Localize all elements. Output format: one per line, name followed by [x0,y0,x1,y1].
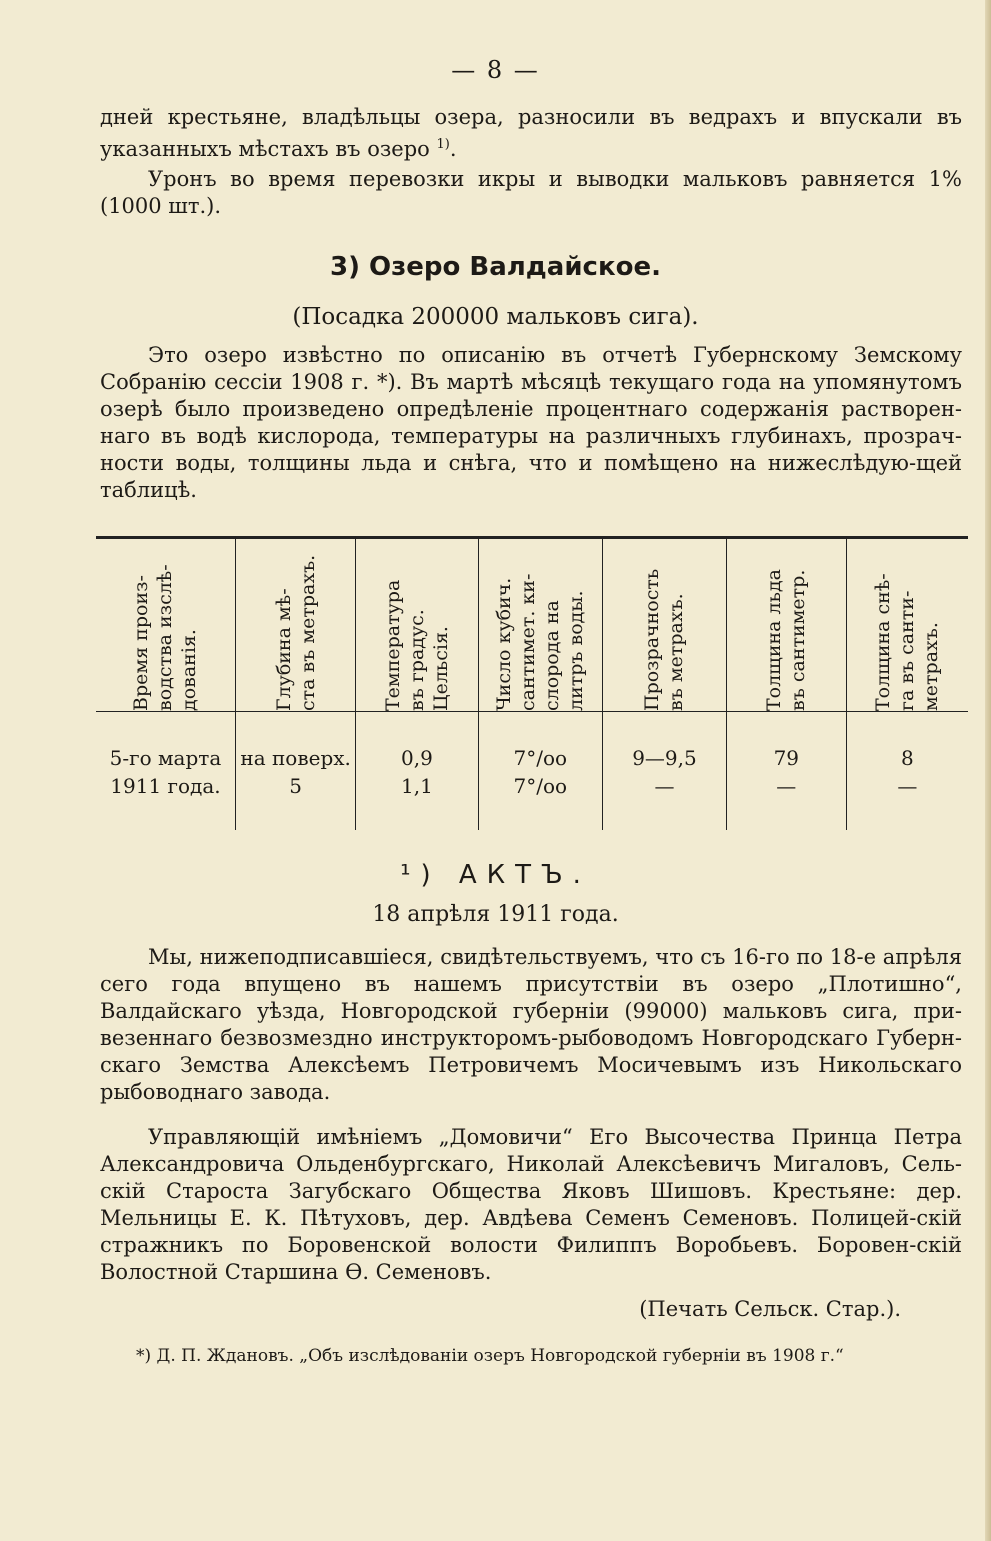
intro-text-1: дней крестьяне, владѣльцы озера, разносили въ ведрахъ и впускали въ указанныхъ мѣстахъ въ озеро [100,105,962,161]
act-paragraph-2: Управляющій имѣніемъ „Домовичи“ Его Высочества Принца Петра Александровича Ольденбургскаго, Николай Алексѣевичъ Мигаловъ, Сель-скій Староста Загубскаго Общества Яковъ Шишовъ. Крестьяне: дер. Мельницы Е. К. Пѣтуховъ, дер. Авдѣева Семенъ Семеновъ. Полицей-скій стражникъ по Боровенской волости Филиппъ Воробьевъ. Боровен-скій Волостной Старшина Ѳ. Семеновъ. [100,1125,962,1284]
act-paragraph-1: Мы, нижеподписавшіеся, свидѣтельствуемъ, что съ 16-го по 18-е апрѣля сего года впущено въ нашемъ присутствіи въ озеро „Плотишно“, Валдайскаго уѣзда, Новгородской губерніи (99000) мальковъ сига, при-везеннаго безвозмездно инструкторомъ-рыбоводомъ Новгородскаго Губерн-скаго Земства Алексѣемъ Петровичемъ Мосичевымъ изъ Никольскаго рыбоводнаго завода. [100,945,962,1104]
header-oxygen: Число кубич. сантимет. ки- слорода на литръ воды. [478,538,603,712]
intro-paragraph-2: Уронъ во время перевозки икры и выводки мальковъ равняется 1% (1000 шт.). [100,167,962,218]
cell-temperature: 0,9 1,1 [356,712,478,831]
section-subheading: (Посадка 200000 мальковъ сига). [292,304,699,330]
cell-transparency: 9—9,5 — [603,712,727,831]
intro-text-1-end: . [449,137,457,161]
footnote [136,1346,844,1366]
header-temperature: Температура въ градус. Цельсія. [356,538,478,712]
act-title: ¹) АКТЪ. [400,860,591,890]
header-ice: Толщина льда въ сантиметр. [726,538,846,712]
act-date: 18 апрѣля 1911 года. [372,902,619,927]
scan-edge-shadow [985,0,991,1541]
page-number: — 8 — [451,56,540,84]
header-depth: Глубина мѣ- ста въ метрахъ. [235,538,355,712]
section-heading: 3) Озеро Валдайское. [330,252,661,282]
footnote-ref: 1) [436,137,450,152]
footnote-text: Д. П. Ждановъ. „Объ изслѣдованіи озеръ Новгородской губерніи въ 1908 г.“ [156,1346,844,1366]
cell-depth: на поверх. 5 [235,712,355,831]
seal-note: (Печать Сельск. Стар.). [639,1297,901,1321]
header-time: Время произ- водства изслѣ- дованія. [96,538,235,712]
cell-time: 5-го марта 1911 года. [109,746,222,798]
footnote-mark: *) [136,1346,152,1366]
section-body: Это озеро извѣстно по описанію въ отчетѣ Губернскому Земскому Собранію сессіи 1908 г. *). Въ мартѣ мѣсяцѣ текущаго года на упомянутомъ озерѣ было произведено опредѣленіе процентнаго содержанія растворен-наго въ водѣ кислорода, температуры на различныхъ глубинахъ, прозрач-ности воды, толщины льда и снѣга, что и помѣщено на нижеслѣдую-щей таблицѣ. [100,343,962,502]
cell-ice: 79 — [726,712,846,831]
header-snow: Толщина снѣ- га въ санти- метрахъ. [846,538,968,712]
intro-paragraph-1 [100,104,962,163]
measurement-table [96,536,968,830]
cell-snow: 8 — [846,712,968,831]
table-header-row [96,538,968,712]
table-row [96,712,968,831]
header-transparency: Прозрачность въ метрахъ. [603,538,727,712]
cell-oxygen: 7°/оо 7°/оо [478,712,603,831]
